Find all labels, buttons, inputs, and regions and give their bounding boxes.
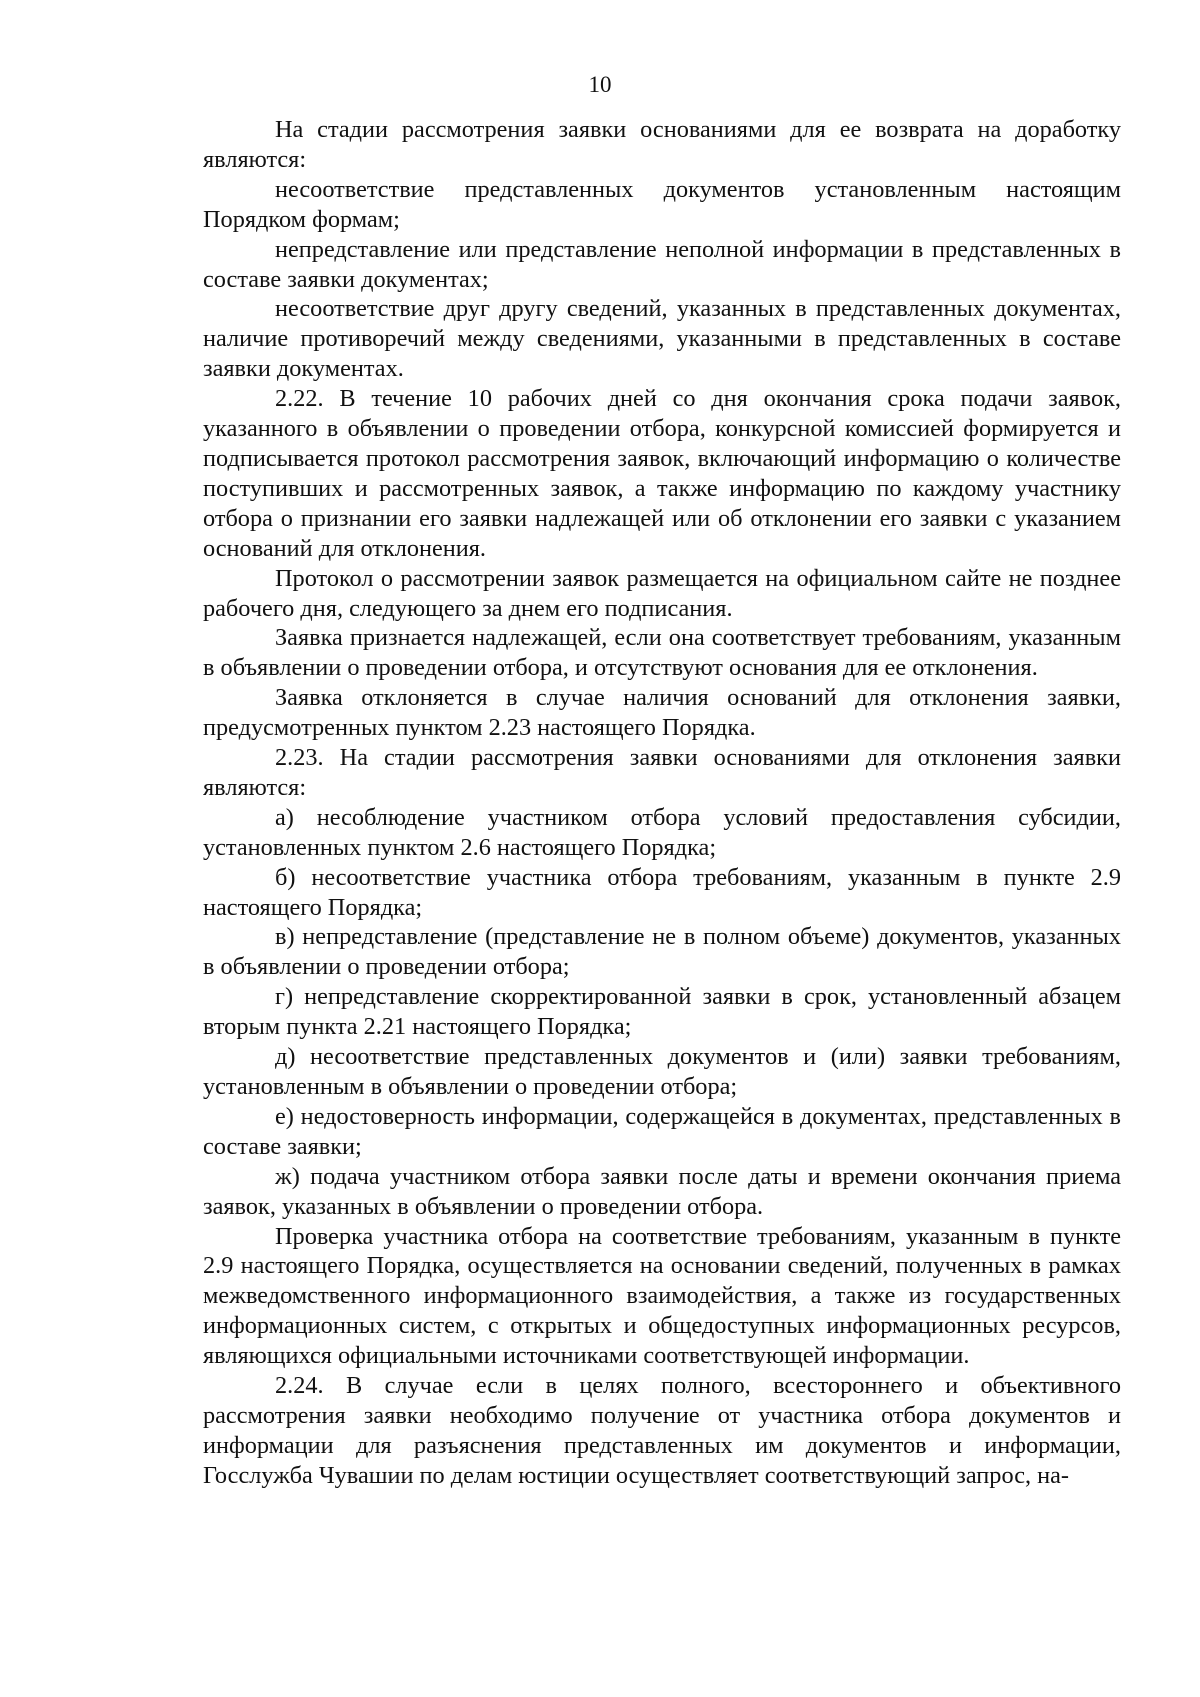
paragraph-application-proper: Заявка признается надлежащей, если она соответствует требованиям, указанным в объявлении о проведении отбора, и отсутствуют основания для ее отклонения.: [203, 624, 1121, 682]
paragraph-2-22: 2.22. В течение 10 рабочих дней со дня окончания срока подачи заявок, указанного в объявлении о проведении отбора, конкурсной комиссией формируется и подписывается протокол рассмотрения заявок, включающий информацию о количестве поступивших и рассмотренных заявок, а также информацию по каждому участнику отбора о признании его заявки надлежащей или об отклонении его заявки с указанием оснований для отклонения.: [203, 385, 1121, 562]
paragraph-participant-verification: Проверка участника отбора на соответствие требованиям, указанным в пункте 2.9 настоящего Порядка, осуществляется на основании сведений, полученных в рамках межведомственного информационного взаимодействия, а также из государственных информационных систем, с открытых и общедоступных информационных ресурсов, являющихся официальными источниками соответствующей информации.: [203, 1222, 1121, 1370]
paragraph-reject-ground-d: д) несоответствие представленных документов и (или) заявки требованиям, установленным в объявлении о проведении отбора;: [203, 1043, 1121, 1100]
paragraph-return-ground-forms: несоответствие представленных документов установленным настоящим Порядком формам;: [203, 175, 1121, 233]
paragraph-reject-ground-v: в) непредставление (представление не в полном объеме) документов, указанных в объявлении о проведении отбора;: [203, 923, 1121, 981]
paragraph-reject-ground-b: б) несоответствие участника отбора требованиям, указанным в пункте 2.9 настоящего Порядка;: [203, 863, 1121, 921]
paragraph-2-23: 2.23. На стадии рассмотрения заявки основаниями для отклонения заявки являются:: [203, 744, 1121, 801]
paragraph-return-ground-inconsistent: несоответствие друг другу сведений, указанных в представленных документах, наличие противоречий между сведениями, указанными в представленных в составе заявки документах.: [203, 295, 1121, 383]
paragraph-2-24: 2.24. В случае если в целях полного, всестороннего и объективного рассмотрения заявки необходимо получение от участника отбора документов и информации для разъяснения представленных им документов и информации, Госслужба Чувашии по делам юстиции осуществляет соответствующий запрос, на-: [203, 1372, 1121, 1489]
paragraph-reject-ground-a: а) несоблюдение участником отбора условий предоставления субсидии, установленных пунктом 2.6 настоящего Порядка;: [203, 803, 1121, 861]
paragraph-application-rejected: Заявка отклоняется в случае наличия оснований для отклонения заявки, предусмотренных пунктом 2.23 настоящего Порядка.: [203, 684, 1121, 742]
page-number: 10: [588, 72, 612, 97]
paragraph-reject-ground-g: г) непредставление скорректированной заявки в срок, установленный абзацем вторым пункта 2.21 настоящего Порядка;: [203, 983, 1121, 1041]
paragraph-reject-ground-e: е) недостоверность информации, содержащейся в документах, представленных в составе заявки;: [203, 1102, 1121, 1160]
paragraph-reject-ground-zh: ж) подача участником отбора заявки после даты и времени окончания приема заявок, указанных в объявлении о проведении отбора.: [203, 1162, 1121, 1220]
paragraph-protocol-publication: Протокол о рассмотрении заявок размещается на официальном сайте не позднее рабочего дня, следующего за днем его подписания.: [203, 564, 1121, 622]
paragraph-return-grounds-intro: На стадии рассмотрения заявки основаниями для ее возврата на доработку являются:: [203, 116, 1121, 173]
document-body: [203, 115, 1121, 1491]
paragraph-return-ground-incomplete: непредставление или представление неполной информации в представленных в составе заявки документах;: [203, 235, 1121, 293]
